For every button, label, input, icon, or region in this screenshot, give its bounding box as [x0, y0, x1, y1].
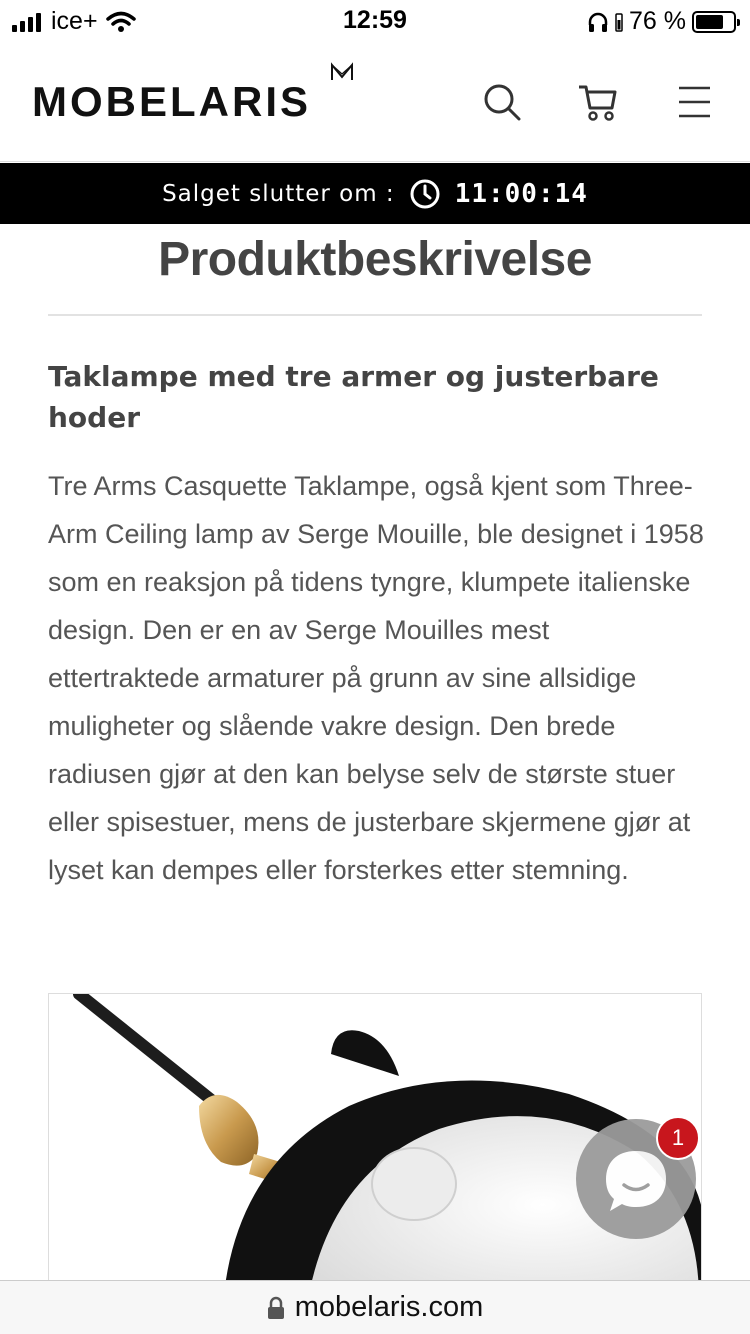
- sale-label: Salget slutter om :: [162, 180, 395, 207]
- logo[interactable]: MOBELARIS: [32, 78, 311, 125]
- status-right: [587, 7, 736, 36]
- logo-mark-icon: [330, 62, 354, 82]
- url-text: mobelaris.com: [294, 1291, 484, 1323]
- battery-small-icon: [615, 12, 623, 32]
- menu-icon[interactable]: [676, 82, 716, 122]
- product-description: Tre Arms Casquette Taklampe, også kjent som Three-Arm Ceiling lamp av Serge Mouille, ble designet i 1958 som en reaksjon på tidens tyngre, klumpete italienske design. Den er en av Serge Mouilles mest ettertraktede armaturer på grunn av sine allsidige muligheter og slående vakre design. Den brede radiusen gjør at den kan belyse selv de største stuer eller spisestuer, mens de justerbare skjermene gjør at lyset kan dempes eller forsterkes etter stemning.: [48, 471, 704, 885]
- clock-icon: [409, 178, 441, 210]
- carrier-name: ice+: [51, 7, 98, 35]
- lock-icon: [267, 1296, 285, 1320]
- battery-percent: 76 %: [629, 7, 686, 35]
- cart-icon[interactable]: [578, 82, 618, 122]
- battery-icon: [692, 11, 736, 33]
- status-bar: [0, 0, 750, 42]
- headphones-icon: [587, 11, 609, 33]
- site-header: [0, 42, 750, 162]
- sale-timer: 11:00:14: [454, 178, 588, 209]
- search-icon[interactable]: [482, 82, 522, 122]
- section-title: Produktbeskrivelse: [158, 233, 592, 286]
- chat-notification-badge: 1: [656, 1116, 700, 1160]
- product-heading: Taklampe med tre armer og justerbare hoder: [48, 360, 659, 434]
- sale-countdown-banner: [0, 163, 750, 224]
- divider: [48, 314, 702, 316]
- browser-url-bar[interactable]: [0, 1280, 750, 1334]
- status-time: 12:59: [343, 6, 407, 34]
